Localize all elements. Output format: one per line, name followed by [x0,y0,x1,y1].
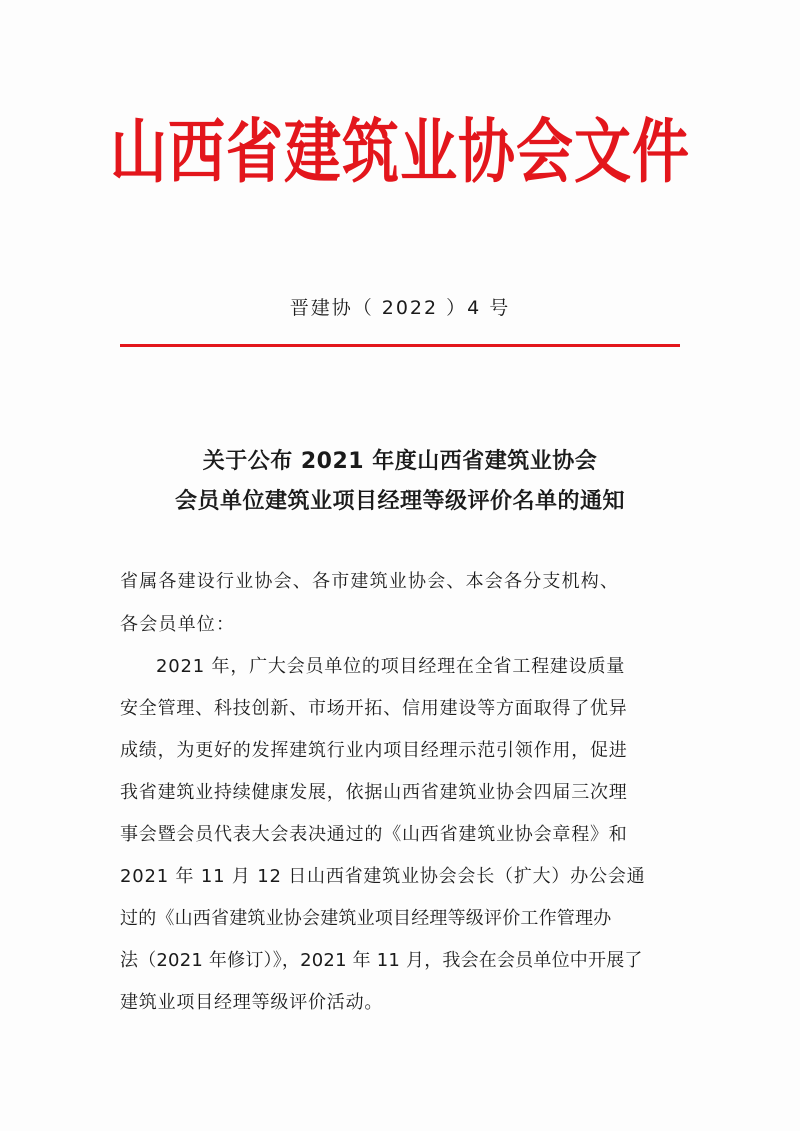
paragraph-line: 事会暨会员代表大会表决通过的《山西省建筑业协会章程》和 [120,824,628,845]
paragraph-line: 2021 年，广大会员单位的项目经理在全省工程建设质量 [156,656,626,677]
paragraph-line: 我省建筑业持续健康发展，依据山西省建筑业协会四届三次理 [120,782,628,803]
paragraph-line: 法（2021 年修订）》，2021 年 11 月，我会在会员单位中开展了 [120,950,643,971]
masthead-title: 山西省建筑业协会文件 [110,111,690,193]
body-paragraph [120,652,680,1030]
document-number: 晋建协（ 2022 ）4 号 [289,297,511,319]
salutation-line-1: 省属各建设行业协会、各市建筑业协会、本会各分支机构、 [120,571,620,592]
notice-title-line-2: 会员单位建筑业项目经理等级评价名单的通知 [174,489,625,514]
paragraph-line: 安全管理、科技创新、市场开拓、信用建设等方面取得了优异 [120,698,628,719]
red-divider-line [120,344,680,347]
paragraph-line: 成绩，为更好的发挥建筑行业内项目经理示范引领作用，促进 [120,740,628,761]
notice-title-line-1: 关于公布 2021 年度山西省建筑业协会 [202,449,598,474]
paragraph-line: 2021 年 11 月 12 日山西省建筑业协会会长（扩大）办公会通 [120,866,646,887]
paragraph-line: 建筑业项目经理等级评价活动。 [120,992,384,1013]
salutation-line-2: 各会员单位： [120,614,236,635]
paragraph-line: 过的《山西省建筑业协会建筑业项目经理等级评价工作管理办 [120,908,612,929]
